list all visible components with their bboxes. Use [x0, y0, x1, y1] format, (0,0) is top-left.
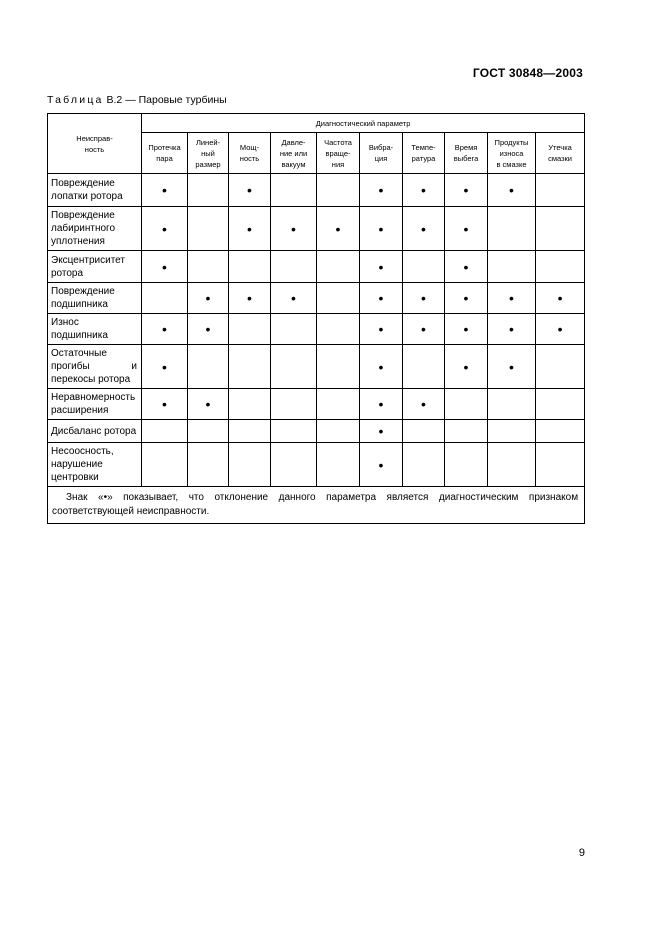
mark-cell	[317, 283, 360, 314]
caption-prefix: Таблица	[47, 94, 104, 106]
mark-cell: •	[488, 174, 536, 207]
param-header-9: Утечка смазки	[536, 133, 585, 174]
mark-cell: •	[142, 251, 188, 283]
mark-cell: •	[188, 389, 229, 420]
table-row	[48, 283, 585, 314]
mark-cell: •	[360, 389, 403, 420]
mark-cell	[403, 345, 445, 389]
mark-cell: •	[536, 283, 585, 314]
mark-cell: •	[488, 283, 536, 314]
fault-label: Остаточные прогибы и перекосы ротора	[48, 345, 142, 389]
mark-cell: •	[403, 389, 445, 420]
mark-cell	[403, 420, 445, 443]
mark-cell	[229, 443, 271, 487]
fault-label: Неравномерность расширения	[48, 389, 142, 420]
table-row	[48, 314, 585, 345]
mark-cell	[317, 251, 360, 283]
mark-cell: •	[445, 174, 488, 207]
mark-cell: •	[488, 345, 536, 389]
table-row	[48, 420, 585, 443]
mark-cell: •	[403, 314, 445, 345]
param-header-7: Время выбега	[445, 133, 488, 174]
mark-cell	[317, 345, 360, 389]
mark-cell	[271, 174, 317, 207]
fault-header-text: Неисправ- ность	[76, 133, 113, 154]
mark-cell: •	[142, 389, 188, 420]
param-header-1: Линей- ный размер	[188, 133, 229, 174]
mark-cell: •	[188, 314, 229, 345]
mark-cell: •	[229, 283, 271, 314]
param-header-0: Протечка пара	[142, 133, 188, 174]
mark-cell	[271, 314, 317, 345]
caption-number: В.2	[106, 94, 123, 106]
mark-cell	[271, 389, 317, 420]
mark-cell	[142, 283, 188, 314]
mark-cell	[536, 174, 585, 207]
mark-cell	[445, 443, 488, 487]
mark-cell	[488, 251, 536, 283]
mark-cell	[271, 420, 317, 443]
document-code: ГОСТ 30848—2003	[472, 66, 583, 80]
mark-cell	[536, 443, 585, 487]
mark-cell	[536, 345, 585, 389]
fault-label: Дисбаланс ротора	[48, 420, 142, 443]
table-row	[48, 345, 585, 389]
mark-cell	[536, 389, 585, 420]
mark-cell	[488, 389, 536, 420]
mark-cell: •	[360, 251, 403, 283]
mark-cell: •	[360, 283, 403, 314]
note-row	[48, 487, 585, 524]
mark-cell: •	[271, 207, 317, 251]
mark-cell	[188, 420, 229, 443]
mark-cell: •	[360, 443, 403, 487]
mark-cell	[188, 174, 229, 207]
param-header-4: Частота враще- ния	[317, 133, 360, 174]
mark-cell	[445, 420, 488, 443]
mark-cell: •	[142, 174, 188, 207]
mark-cell: •	[445, 345, 488, 389]
mark-cell	[317, 420, 360, 443]
caption-dash: —	[125, 94, 136, 106]
mark-cell: •	[229, 207, 271, 251]
mark-cell	[403, 443, 445, 487]
table-row	[48, 251, 585, 283]
mark-cell: •	[188, 283, 229, 314]
mark-cell: •	[403, 174, 445, 207]
param-header-2: Мощ- ность	[229, 133, 271, 174]
fault-column-header	[48, 114, 142, 174]
table-row	[48, 174, 585, 207]
mark-cell: •	[445, 207, 488, 251]
mark-cell: •	[445, 283, 488, 314]
diagnostic-table	[47, 113, 585, 524]
mark-cell: •	[142, 345, 188, 389]
mark-cell	[188, 443, 229, 487]
mark-cell	[488, 207, 536, 251]
mark-cell: •	[445, 251, 488, 283]
mark-cell	[229, 251, 271, 283]
mark-cell	[188, 251, 229, 283]
mark-cell: •	[142, 314, 188, 345]
mark-cell: •	[360, 345, 403, 389]
table-row	[48, 389, 585, 420]
mark-cell	[188, 207, 229, 251]
mark-cell	[488, 443, 536, 487]
param-header-6: Темпе- ратура	[403, 133, 445, 174]
mark-cell	[488, 420, 536, 443]
table-caption	[47, 94, 227, 106]
mark-cell: •	[488, 314, 536, 345]
mark-cell	[229, 314, 271, 345]
fault-label: Повреждение подшипника	[48, 283, 142, 314]
parameter-group-header: Диагностический параметр	[142, 114, 585, 133]
mark-cell: •	[142, 207, 188, 251]
mark-cell	[317, 174, 360, 207]
mark-cell: •	[360, 174, 403, 207]
table-note: Знак «•» показывает, что отклонение данного параметра является диагностическим признаком соответствующей неисправности.	[48, 487, 585, 524]
mark-cell	[142, 420, 188, 443]
mark-cell	[271, 345, 317, 389]
param-header-3: Давле- ние или вакуум	[271, 133, 317, 174]
mark-cell	[142, 443, 188, 487]
table-row	[48, 207, 585, 251]
mark-cell	[229, 345, 271, 389]
mark-cell: •	[360, 314, 403, 345]
mark-cell	[271, 443, 317, 487]
fault-label: Износ подшипника	[48, 314, 142, 345]
table-row	[48, 443, 585, 487]
mark-cell	[403, 251, 445, 283]
fault-label: Повреждение лопатки ротора	[48, 174, 142, 207]
mark-cell	[229, 420, 271, 443]
mark-cell	[317, 314, 360, 345]
mark-cell	[536, 251, 585, 283]
mark-cell: •	[403, 207, 445, 251]
fault-label: Повреждение лабиринтного уплотнения	[48, 207, 142, 251]
mark-cell	[536, 207, 585, 251]
mark-cell	[271, 251, 317, 283]
mark-cell: •	[445, 314, 488, 345]
fault-label: Эксцентриситет ротора	[48, 251, 142, 283]
mark-cell	[317, 389, 360, 420]
mark-cell: •	[317, 207, 360, 251]
mark-cell	[229, 389, 271, 420]
mark-cell: •	[271, 283, 317, 314]
mark-cell	[188, 345, 229, 389]
mark-cell: •	[403, 283, 445, 314]
mark-cell: •	[536, 314, 585, 345]
mark-cell: •	[360, 207, 403, 251]
mark-cell	[445, 389, 488, 420]
mark-cell	[317, 443, 360, 487]
param-header-8: Продукты износа в смазке	[488, 133, 536, 174]
mark-cell: •	[360, 420, 403, 443]
fault-label: Несоосность, нарушение центровки	[48, 443, 142, 487]
page-number: 9	[578, 847, 585, 859]
mark-cell: •	[229, 174, 271, 207]
mark-cell	[536, 420, 585, 443]
param-header-5: Вибра- ция	[360, 133, 403, 174]
caption-title: Паровые турбины	[138, 94, 227, 106]
